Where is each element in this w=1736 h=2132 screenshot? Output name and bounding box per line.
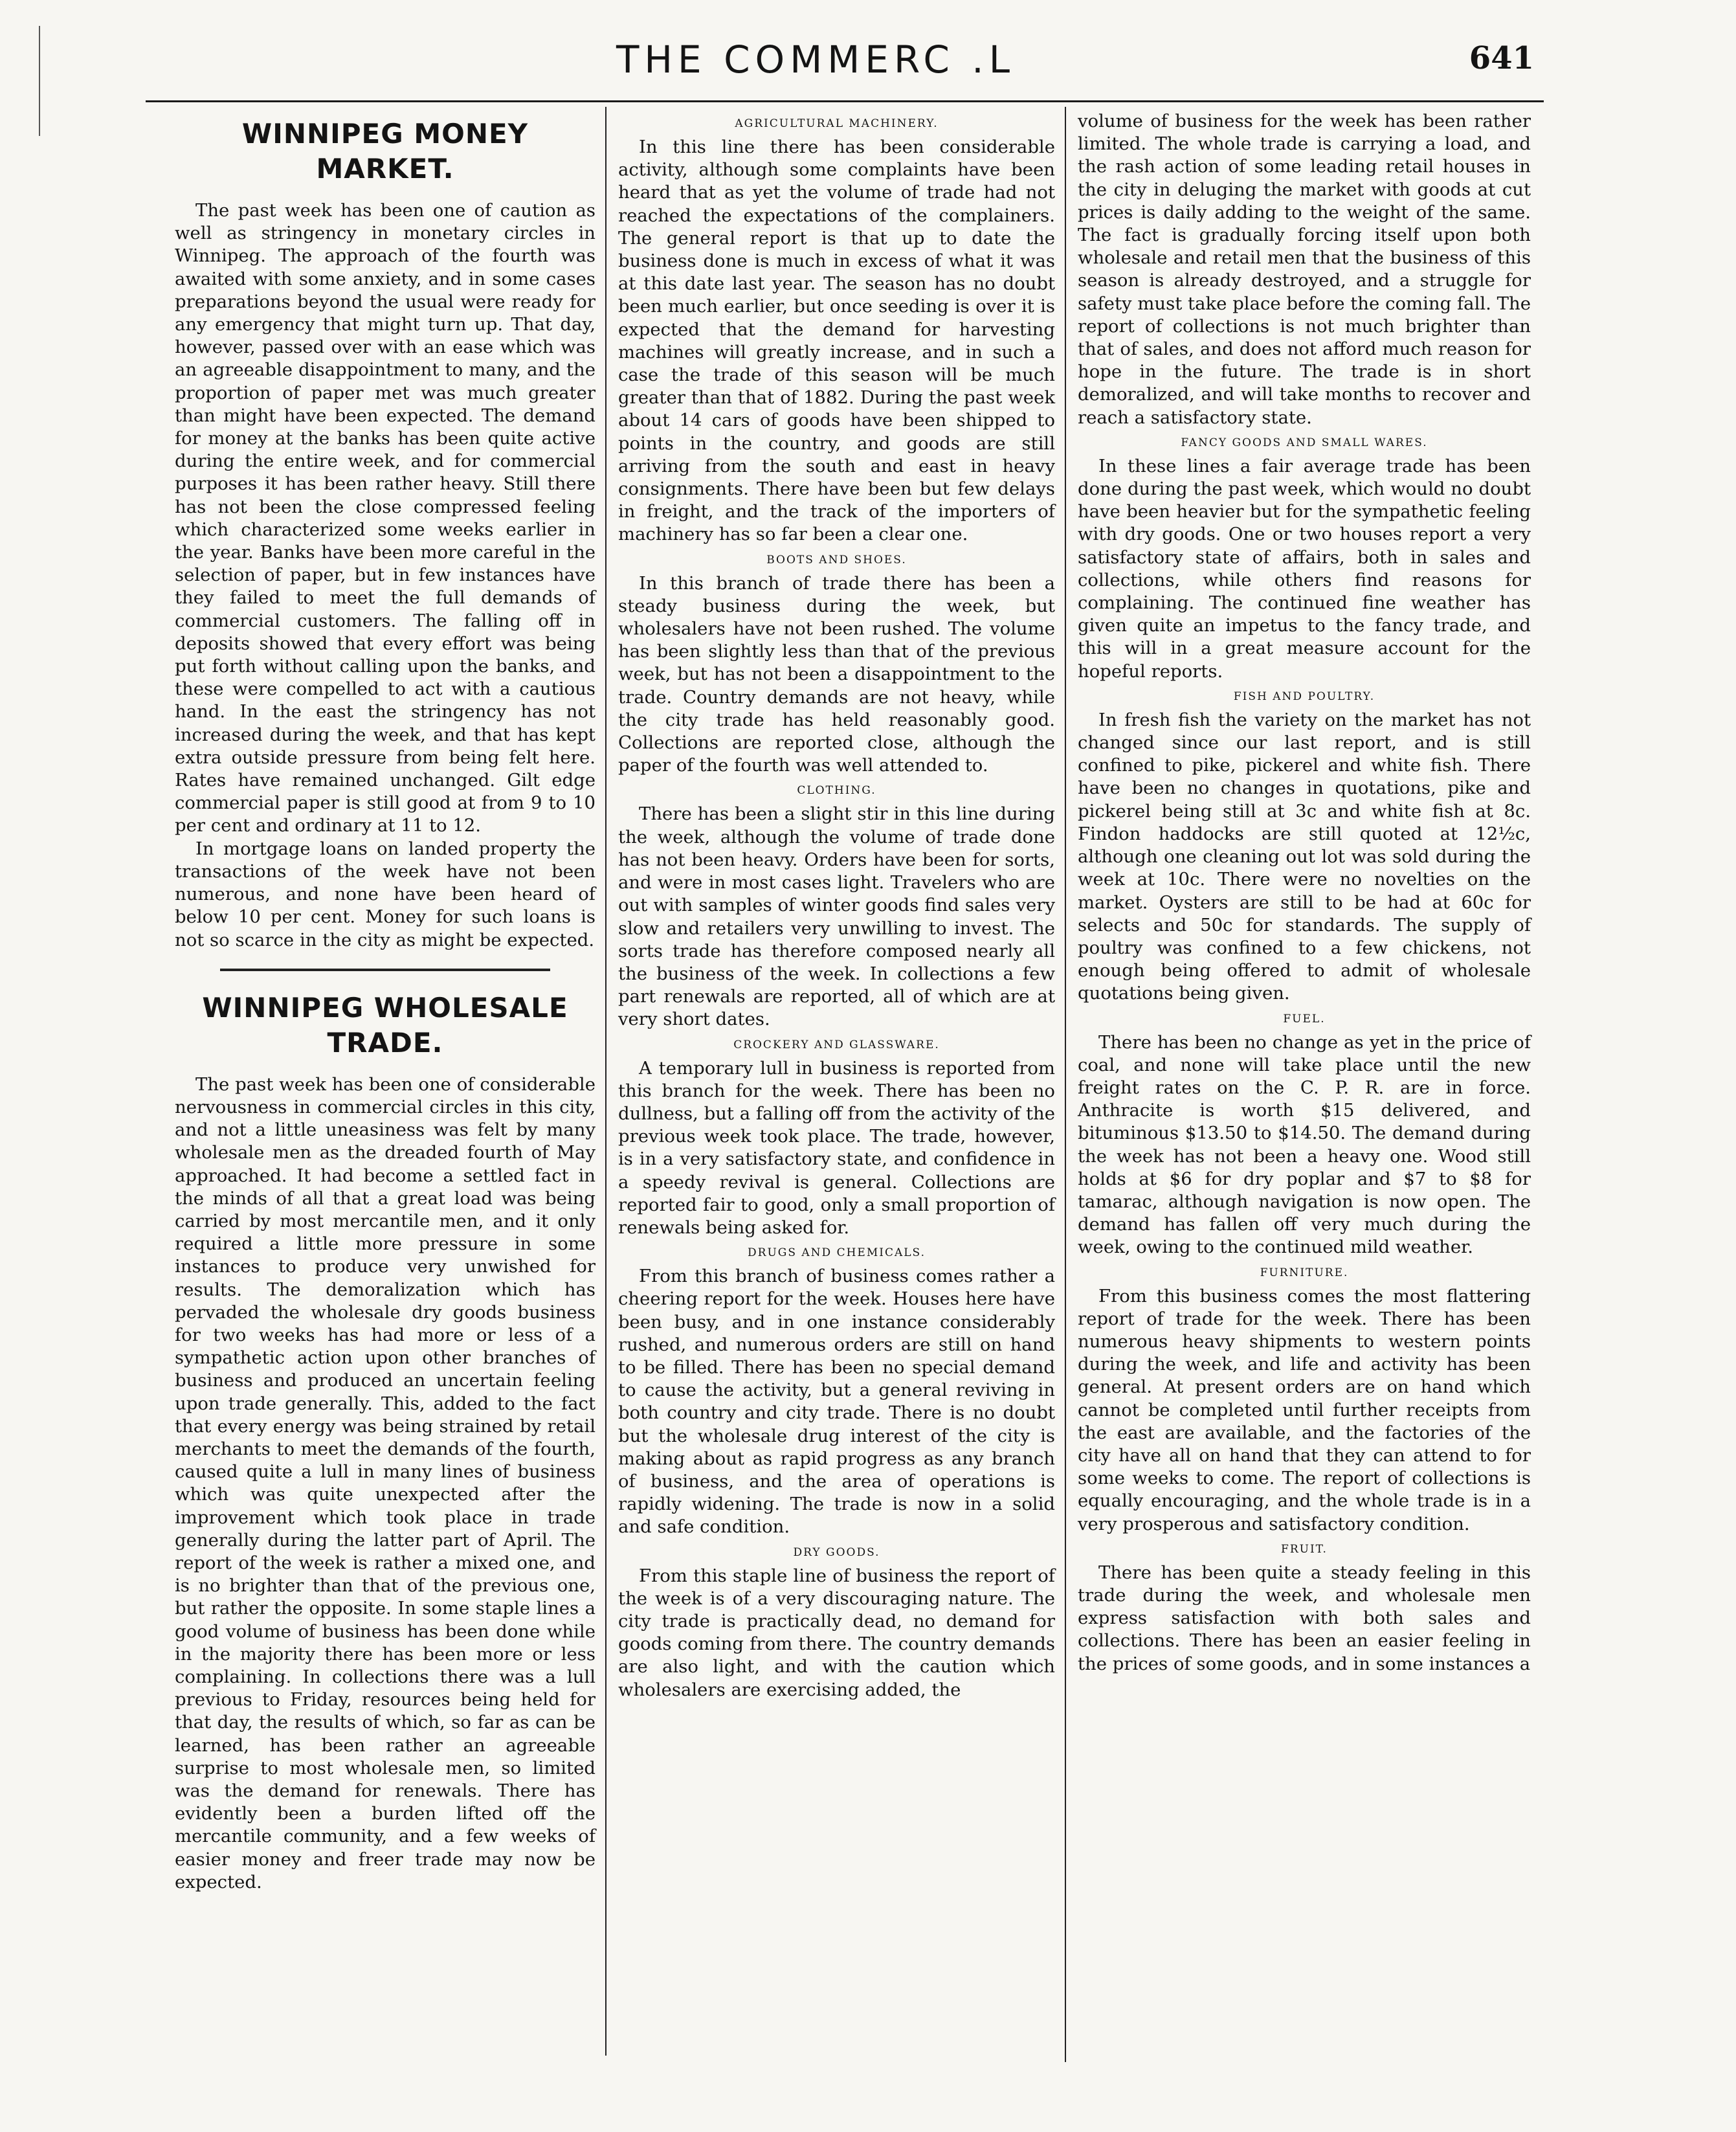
section-separator [220,969,550,971]
wholesale-trade-paragraph: The past week has been one of considerable nervousness in commercial circles in this city, and not a little uneasiness was felt by many wholesale men as the dreaded fourth of May approached. It had become a settled fact in the minds of all that a great load was being carried by most mercantile men, and it only required a little more pressure in some instances to produce very unwished for results. The demoralization which has pervaded the wholesale dry goods business for two weeks has had more or less of a sympathetic action upon other branches of business and produced an uncertain feeling upon trade generally. This, added to the fact that every energy was being strained by retail merchants to meet the demands of the fourth, caused quite a lull in many lines of business which was quite unexpected after the improvement which took place in trade generally during the latter part of April. The report of the week is rather a mixed one, and is no brighter than that of the previous one, but rather the opposite. In some staple lines a good volume of business has been done while in the majority there has been more or less complaining. In collections there was a lull previous to Friday, resources being held for that day, the results of which, so far as can be learned, has been rather an agreeable surprise to most wholesale men, so limited was the demand for renewals. There has evidently been a burden lifted off the mercantile community, and a few weeks of easier money and freer trade may now be expected. [175,1073,595,1892]
masthead [91,26,1541,97]
boots-shoes-paragraph: In this branch of trade there has been a steady business during the week, but wholesalers have not been rushed. The volume has been slightly less than that of the previous week, but has not been a disappointment to the trade. Country demands are not heavy, while the city trade has held reasonably good. Collections are reported close, although the paper of the fourth was well attended to. [618,572,1055,776]
fuel-paragraph: There has been no change as yet in the price of coal, and none will take place until the new freight rates on the C. P. R. are in force. Anthracite is worth $15 delivered, and bituminous $13.50 to $14.50. The demand during the week has not been a heavy one. Wood still holds at $6 for dry poplar and $7 to $8 for tamarac, although navigation is now open. The demand has fallen off very much during the week, owing to the continued mild weather. [1078,1031,1531,1258]
clothing-heading: CLOTHING. [797,784,876,798]
fish-poultry-heading: FISH AND POULTRY. [1233,690,1375,703]
drugs-paragraph: From this branch of business comes rather a cheering report for the week. Houses here have been busy, and in one instance considerably rushed, and numerous orders are still on hand to be filled. There has been no special demand to cause the activity, but a general reviving in both country and city trade. There is no doubt but the wholesale drug interest of the city is making about as rapid progress as any branch of business, and the area of operations is rapidly widening. The trade is now in a solid and safe condition. [618,1266,1055,1538]
agricultural-machinery-heading: AGRICULTURAL MACHINERY. [735,117,939,130]
column-3 [1078,110,1531,1676]
page-number: 641 [1469,40,1534,76]
drugs-heading: DRUGS AND CHEMICALS. [748,1246,926,1260]
furniture-paragraph: From this business comes the most flattering report of trade for the week. There has been numerous heavy shipments to western points during the week, and life and activity has been general. At present orders are on hand which cannot be completed until further receipts from the east are available, and the factories of the city have all on hand that they can attend to for some weeks to come. The report of collections is equally encouraging, and the whole trade is in a very prosperous and satisfactory condition. [1078,1285,1531,1534]
boots-shoes-heading: BOOTS AND SHOES. [766,553,907,567]
fish-poultry-paragraph: In fresh fish the variety on the market has not changed since our last report, and is still confined to pike, pickerel and white fish. There have been no changes in quotations, pike and pickerel being still at 3c and white fish at 8c. Findon haddocks are still quoted at 12½c, although one cleaning out lot was sold during the week at 10c. There were no novelties on the market. Oysters are still to be had at 60c for selects and 50c for standards. The supply of poultry was confined to a few chickens, not enough being offered to admit of wholesale quotations being given. [1078,709,1531,1004]
crockery-paragraph: A temporary lull in business is reported from this branch for the week. There has been no dullness, but a falling off from the activity of the previous week took place. The trade, however, is in a very satisfactory state, and confidence in a speedy revival is general. Collections are reported fair to good, only a small proportion of renewals being asked for. [618,1057,1055,1238]
publication-title: THE COMMERC .L [616,38,1016,82]
furniture-heading: FURNITURE. [1260,1266,1349,1279]
fruit-heading: FRUIT. [1281,1542,1328,1556]
binding-mark [39,26,40,136]
header-rule [146,100,1544,102]
money-market-paragraph-1: The past week has been one of caution as well as stringency in monetary circles in Winnipeg. The approach of the fourth was awaited with some anxiety, and in some cases preparations beyond the usual were ready for any emergency that might turn up. That day, however, passed over with an ease which was an agreeable disappointment to many, and the proportion of paper met was much greater than might have been expected. The demand for money at the banks has been quite active during the entire week, and for commercial purposes it has been rather heavy. Still there has not been the close compressed feeling which characterized some weeks earlier in the year. Banks have been more careful in the selection of paper, but in few instances have they failed to meet the full demands of commercial customers. The falling off in deposits showed that every effort was being put forth without calling upon the banks, and these were compelled to act with a cautious hand. In the east the stringency has not increased during the week, and that has kept extra outside pressure from being felt here. Rates have remained unchanged. Gilt edge commercial paper is still good at from 9 to 10 per cent and ordinary at 11 to 12. [175,200,595,836]
money-market-paragraph-2: In mortgage loans on landed property the transactions of the week have not been numerous, and none have been heard of below 10 per cent. Money for such loans is not so scarce in the city as might be expected. [175,838,595,950]
dry-goods-continued-paragraph: volume of business for the week has been rather limited. The whole trade is carrying a load, and the rash action of some leading retail houses in the city in deluging the market with goods at cut prices is daily adding to the weight of the same. The fact is gradually forcing itself upon both wholesale and retail men that the business of this season is already destroyed, and a struggle for safety must take place before the coming fall. The report of collections is not much brighter than that of sales, and does not afford much reason for hope in the future. The trade is in short demoralized, and will take months to recover and reach a satisfactory state. [1078,111,1531,428]
dry-goods-paragraph: From this staple line of business the report of the week is of a very discouraging nature. The city trade is practically dead, no demand for goods coming from there. The country demands are also light, and with the caution which wholesalers are exercising added, the [618,1565,1055,1700]
wholesale-trade-heading: WINNIPEG WHOLESALE TRADE. [202,991,568,1059]
crockery-heading: CROCKERY AND GLASSWARE. [733,1038,940,1051]
fuel-heading: FUEL. [1283,1012,1326,1026]
fruit-paragraph: There has been quite a steady feeling in this trade during the week, and wholesale men express satisfaction with both sales and collections. There has been an easier feeling in the prices of some goods, and in some instances a [1078,1562,1531,1674]
column-2 [618,110,1055,1701]
clothing-paragraph: There has been a slight stir in this line during the week, although the volume of trade done has not been heavy. Orders have been for sorts, and were in most cases light. Travelers who are out with samples of winter goods find sales very slow and retailers very unwilling to invest. The sorts trade has therefore composed nearly all the business of the week. In collections a few part renewals are reported, all of which are at very short dates. [618,803,1055,1030]
agricultural-machinery-paragraph: In this line there has been considerable activity, although some complaints have been heard that as yet the volume of trade had not reached the expectations of the complainers. The general report is that up to date the business done is much in excess of what it was at this date last year. The season has no doubt been much earlier, but once seeding is over it is expected that the demand for harvesting machines will greatly increase, and in such a case the trade of this season will be much greater than that of 1882. During the past week about 14 cars of goods have been shipped to points in the country, and goods are still arriving from the south and east in heavy consignments. There have been but few delays in freight, and the track of the importers of machinery has so far been a clear one. [618,137,1055,545]
fancy-goods-heading: FANCY GOODS AND SMALL WARES. [1181,436,1428,449]
dry-goods-heading: DRY GOODS. [793,1545,880,1559]
column-1 [175,110,595,1894]
column-rule-1 [605,107,606,2056]
column-rule-2 [1065,107,1066,2062]
money-market-heading: WINNIPEG MONEY MARKET. [241,118,529,185]
fancy-goods-paragraph: In these lines a fair average trade has been done during the past week, which would no doubt have been heavier but for the sympathetic feeling with dry goods. One or two houses report a very satisfactory state of affairs, both in sales and collections, while others find reasons for complaining. The continued fine weather has given quite an impetus to the fancy trade, and this will in a great measure account for the hopeful reports. [1078,455,1531,682]
